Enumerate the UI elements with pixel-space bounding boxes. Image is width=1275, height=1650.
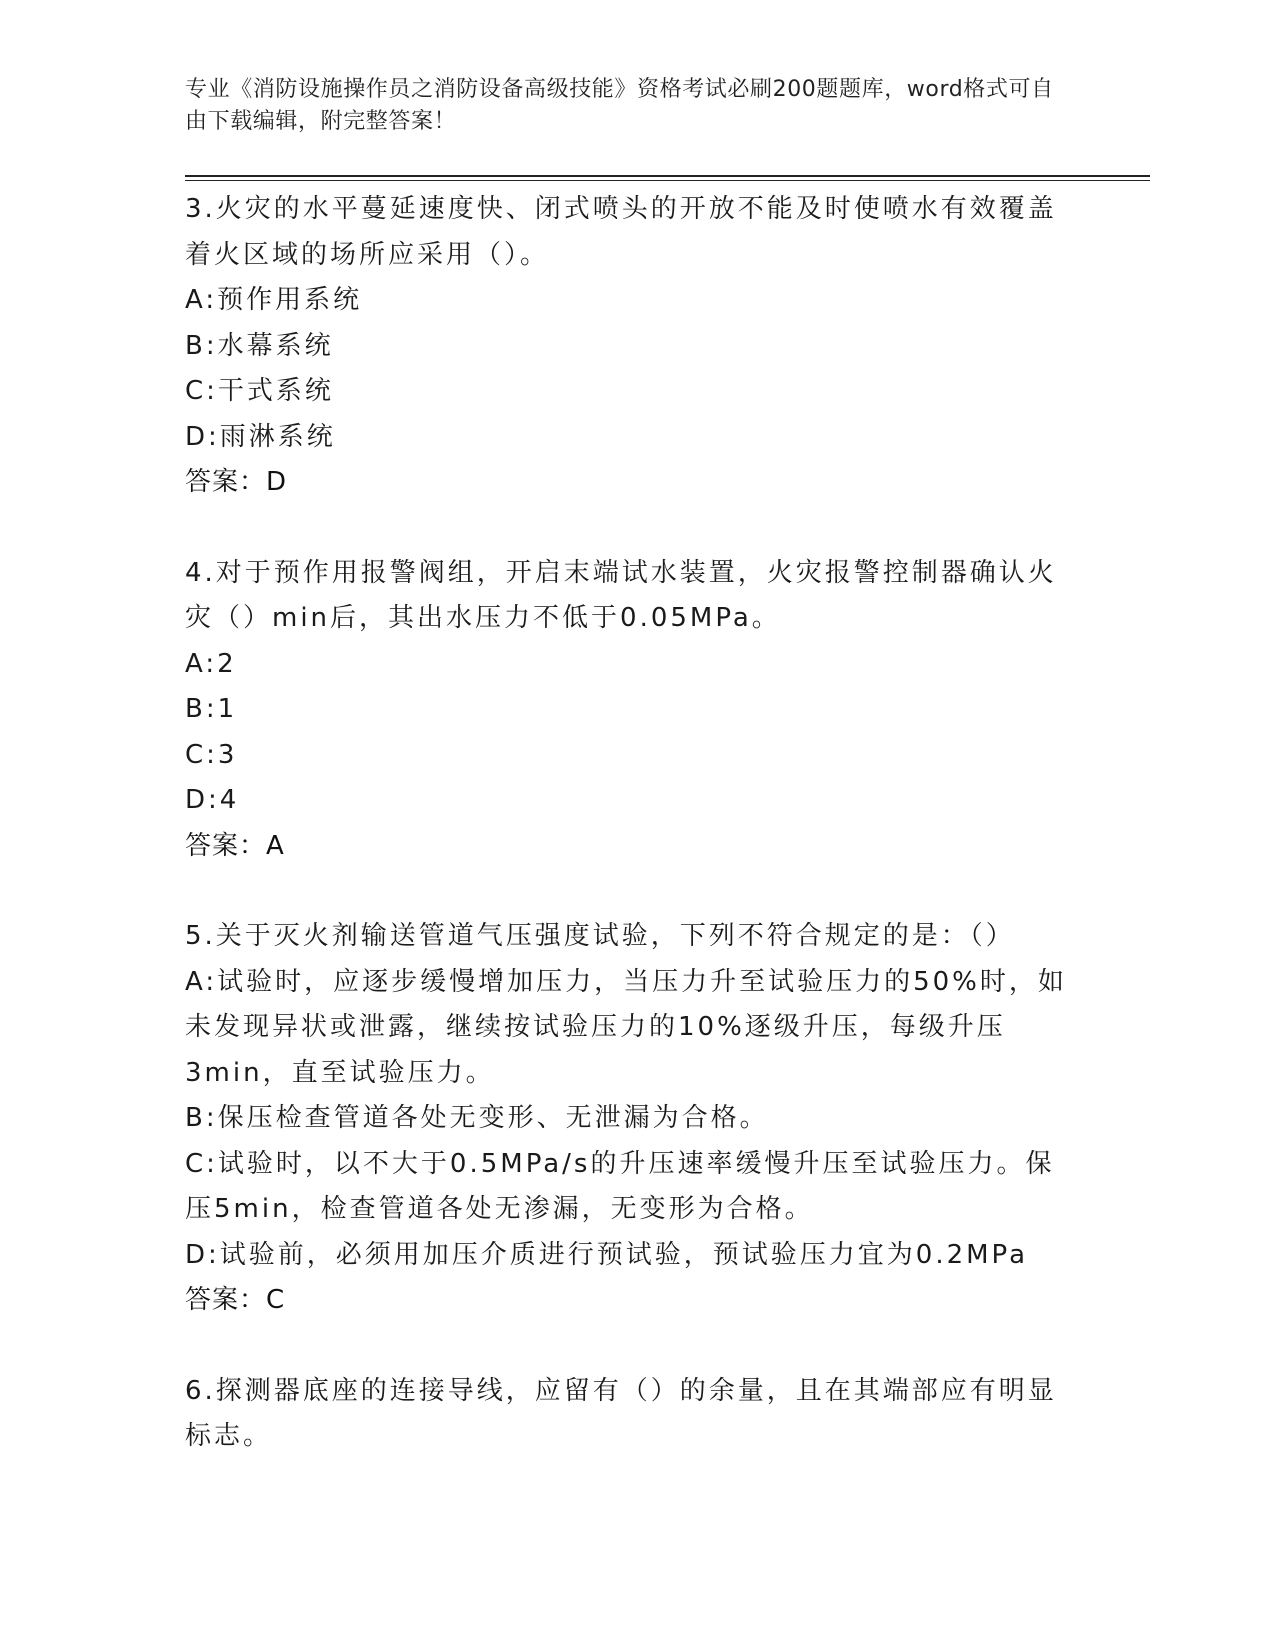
answer-label: 答案：D [185, 467, 288, 497]
question-stem: 4.对于预作用报警阀组，开启末端试水装置，火灾报警控制器确认火灾（）min后，其出水压力不低于0.05MPa。 [185, 557, 1057, 633]
option-c: C:3 [185, 739, 238, 770]
question-4 [185, 551, 1070, 870]
option-d: D:试验前，必须用加压介质进行预试验，预试验压力宜为0.2MPa [185, 1239, 1029, 1270]
question-stem: 5.关于灭火剂输送管道气压强度试验，下列不符合规定的是：（） [185, 921, 1015, 951]
option-d: D:雨淋系统 [185, 421, 336, 452]
question-6 [185, 1369, 1070, 1460]
option-d: D:4 [185, 785, 240, 815]
question-stem: 3.火灾的水平蔓延速度快、闭式喷头的开放不能及时使喷水有效覆盖着火区域的场所应采用（）。 [185, 194, 1057, 270]
option-c: C:干式系统 [185, 376, 334, 406]
option-a: A:预作用系统 [185, 285, 363, 315]
question-5 [185, 914, 1070, 1324]
option-b: B:保压检查管道各处无变形、无泄漏为合格。 [185, 1103, 769, 1133]
option-a: A:试验时，应逐步缓慢增加压力，当压力升至试验压力的50%时，如未发现异状或泄露，继续按试验压力的10%逐级升压，每级升压3min，直至试验压力。 [185, 966, 1067, 1088]
answer-label: 答案：C [185, 1285, 286, 1315]
option-c: C:试验时，以不大于0.5MPa/s的升压速率缓慢升压至试验压力。保压5min，检查管道各处无渗漏，无变形为合格。 [185, 1148, 1055, 1224]
question-spacer [185, 1324, 1070, 1369]
option-b: B:1 [185, 694, 238, 724]
answer-label: 答案：A [185, 830, 285, 861]
header-divider [185, 175, 1150, 177]
question-stem: 6.探测器底座的连接导线，应留有（）的余量，且在其端部应有明显标志。 [185, 1375, 1057, 1451]
option-b: B:水幕系统 [185, 330, 334, 361]
question-spacer [185, 869, 1070, 914]
header-divider-thin [185, 180, 1150, 181]
question-list [185, 187, 1070, 1460]
option-a: A:2 [185, 648, 237, 679]
question-spacer [185, 506, 1070, 551]
document-header: 专业《消防设施操作员之消防设备高级技能》资格考试必刷200题题库，word格式可自由下载编辑，附完整答案！ [185, 77, 1054, 134]
question-3 [185, 187, 1070, 506]
